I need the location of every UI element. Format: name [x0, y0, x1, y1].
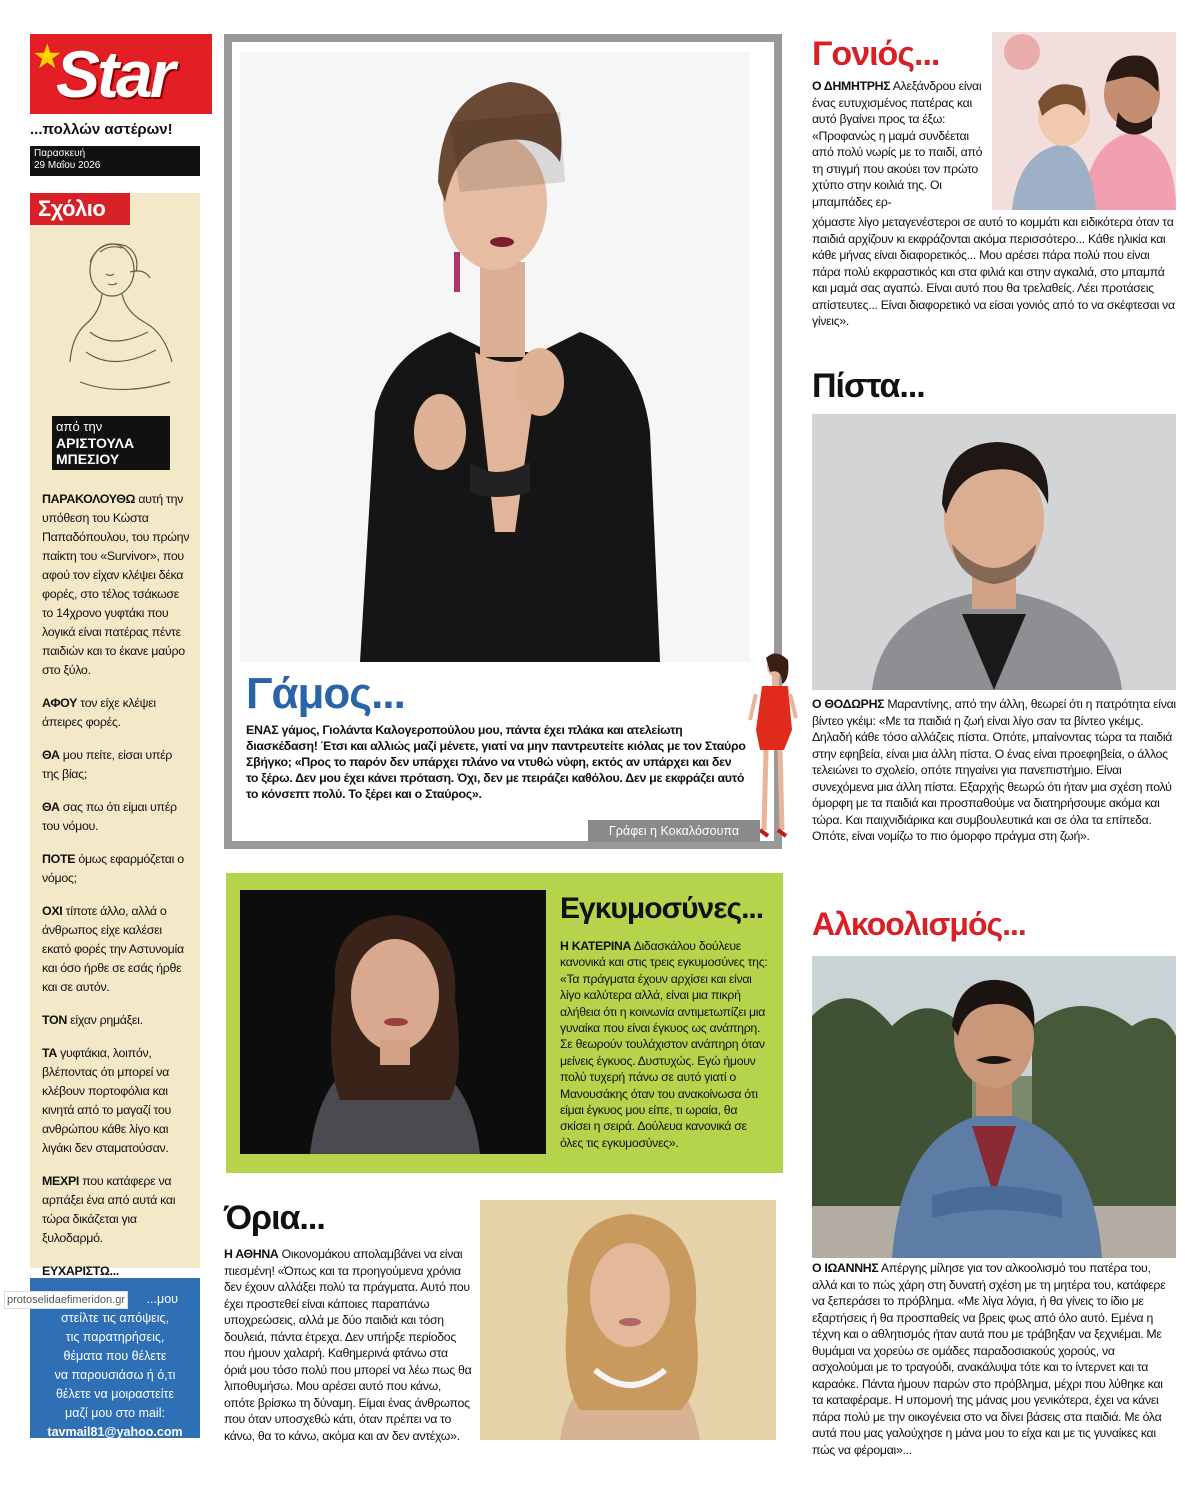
author-byline	[52, 416, 170, 470]
mail-line: στείλτε τις απόψεις,	[60, 1311, 169, 1325]
pista-text: Ο ΘΟΔΩΡΗΣ Μαραντίνης, από την άλλη, θεωρεί ότι η πατρότητα είναι βίντεο γκέιμ: «Με τα παιδιά η ζωή είναι λίγο σαν τα βίντεο γκέιμς. Δηλαδή κάθε τόσο αλλάζεις πίστα. Οπότε, μπαίνοντας τώρα τα παιδιά στην εφηβεία, είναι μια άλλη πίστα. Ο ένας είναι προεφηβεία, ο άλλος τελειώνει το σχολείο, οπότε πηγαίνει για πανεπιστήμιο. Είναι συνεχόμενα μια άλλη πίστα. Εξαρχής θεωρώ ότι ήταν μια σχέση πολύ όμορφη με τα παιδιά και προσπαθούμε να διατηρήσουμε ακόμα και τώρα. Και παιχνιδιάρικα και συμβουλευτικά και σε όλα τα επίπεδα. Οπότε, είναι νομίζω το πιο όμορφο πράγμα στη ζωή».	[812, 697, 1176, 843]
byline-prefix: από την	[56, 419, 103, 434]
mail-line: θέλετε να μοιραστείτε	[55, 1387, 175, 1401]
egkymosynes-title: Εγκυμοσύνες...	[560, 892, 764, 925]
gonios-photo	[992, 32, 1176, 210]
column-paragraph: ΤΟΝ είχαν ρημάξει.	[42, 1013, 143, 1027]
gamos-photo	[240, 52, 750, 662]
gonios-title: Γονιός...	[812, 35, 940, 73]
column-paragraph: ΕΥΧΑΡΙΣΤΩ...	[42, 1264, 119, 1278]
column-paragraph: ΟΧΙ τίποτε άλλο, αλλά ο άνθρωπος είχε καλέσει εκατό φορές την Αστυνομία και όσο ήρθε σε εσάς ήρθε και σε αυτόν.	[42, 904, 184, 994]
pista-photo	[812, 414, 1176, 690]
column-paragraph: ΜΕΧΡΙ που κατάφερε να αρπάξει ένα από αυτά και τώρα δικάζεται για ξυλοδαρμό.	[42, 1174, 176, 1245]
alkoolismos-photo	[812, 956, 1176, 1258]
mail-line: θέματα που θέλετε	[63, 1349, 167, 1363]
gamos-text: ΕΝΑΣ γάμος, Γιολάντα Καλογεροπούλου μου, πάντα έχει πλάκα και ατελείωτη διασκέδαση! Έτσι και αλλιώς μαζί μένετε, γιατί να μην παντρευτείτε κιόλας με τον Σταύρο Σβήγκο; «Προς το παρόν δεν υπάρχει πλάνο να ντυθώ νύφη, εκτός αν υπάρχει και δεν το ξέρω. Δεν μου έχει κάνει πρόταση. Όχι, δεν με πειράζει καθόλου. Δεν με εκφράζει αυτό το κόνσεπτ πολύ. Το ξέρει και ο Σταύρος».	[246, 723, 746, 801]
mail-line: τις παρατηρήσεις,	[65, 1330, 165, 1344]
date: 29 Μαΐου 2026	[34, 160, 101, 171]
logo-text: Star	[56, 37, 173, 111]
mail-address-link[interactable]: tavmail81@yahoo.com	[47, 1425, 183, 1439]
column-label: Σχόλιο	[30, 193, 130, 225]
column-paragraph: ΤΑ γυφτάκια, λοιπόν, βλέποντας ότι μπορεί να κλέβουν πορτοφόλια και κινητά από το μαγαζί του ανθρώπου κάθε λίγο και λιγάκι δεν σταματούσαν.	[42, 1046, 171, 1155]
column-paragraph: ΠΟΤΕ όμως εφαρμόζεται ο νόμος;	[42, 852, 184, 885]
tagline: ...πολλών αστέρων!	[30, 121, 173, 138]
column-paragraph: ΘΑ μου πείτε, είσαι υπέρ της βίας;	[42, 748, 173, 781]
gamos-title: Γάμος...	[246, 669, 405, 718]
column-paragraph: ΑΦΟΥ τον είχε κλέψει άπειρες φορές.	[42, 696, 156, 729]
mail-line: ...μου	[146, 1292, 178, 1306]
watermark: protoselidaefimeridon.gr	[4, 1291, 128, 1309]
author-sketch-image	[60, 232, 190, 417]
alkoolismos-text: Ο ΙΩΑΝΝΗΣ Απέργης μίλησε για τον αλκοολισμό του πατέρα του, αλλά και το πώς χάρη στη δυνατή σχέση με τη μητέρα του, κατάφερε να ξεπεράσει το πρόβλημα. «Με λίγα λόγια, ή θα γίνεις το ίδιο με εξαρτήσεις ή θα προσπαθείς να βρεις φως από όλο αυτό. Εμένα η τέχνη και ο αθλητισμός ήταν αυτά που με τράβηξαν να ξεχνιέμαι. Με θυμάμαι να χορεύω σε ομάδες παραδοσιακούς χορούς, να ασχολούμαι με το τραγούδι, ανακάλυψα τότε και το ίντερνετ και τα καραόκε. Πάντα ήμουν παρών στο πρόβλημα, μέχρι που λύθηκε και τα καταφέραμε. Η υπομονή της μάνας μου γενικότερα, έχει να κάνει πάρα πολύ με την οικογένεια στο να δίνει βάσεις στα παιδιά. Με όλα αυτά που μας γαλούχησε η μάνα μου το είχα και με τις γυναίκες και πώς να φέρομαι»...	[812, 1261, 1166, 1457]
gamos-credit: Γράφει η Κοκαλόσουπα	[588, 820, 760, 842]
oria-title: Όρια...	[224, 1199, 325, 1237]
gonios-text-intro: Ο ΔΗΜΗΤΡΗΣ Αλεξάνδρου είναι ένας ευτυχισμένος πατέρας και αυτό βγαίνει προς τα έξω: «Προφανώς η μαμά συνδέεται από πολύ νωρίς με το παιδί, από τη στιγμή που ακούει τον πρώτο χτύπο στην κοιλιά της. Οι μπαμπάδες ερ-	[812, 79, 983, 209]
mail-line: να παρουσιάσω ή ό,τι	[54, 1368, 176, 1382]
date-box	[30, 146, 200, 176]
oria-photo	[480, 1200, 776, 1440]
column-text	[42, 490, 192, 1295]
star-logo	[30, 34, 212, 114]
star-icon: ★	[32, 38, 63, 76]
author-first-name: ΑΡΙΣΤΟΥΛΑ	[56, 435, 135, 451]
pista-title: Πίστα...	[812, 367, 925, 405]
weekday: Παρασκευή	[34, 148, 86, 159]
gonios-text-continued: χόμαστε λίγο μεταγενέστεροι σε αυτό το κομμάτι και ειδικότερα όταν τα παιδιά αρχίζουν κι εκφράζονται ακόμα περισσότερο... Κάθε ηλικία και κάθε μήνας είναι διαφορετικός... Μου αρέσει πάρα πολύ που είναι πάρα πολύ εκφραστικός και στα φιλιά και στην αγκαλιά, στο μπαμπά και μαμά σας αγαπώ. Είναι αυτό που θα τρελαθείς. Λέει προτάσεις απίστευτες... Είναι διαφορετικό να είσαι γονιός από το να σκέφτεσαι να γίνεις».	[812, 215, 1175, 328]
egkymosynes-photo	[240, 890, 546, 1154]
oria-text: Η ΑΘΗΝΑ Οικονομάκου απολαμβάνει να είναι πιεσμένη! «Όπως και τα προηγούμενα χρόνια δεν έχουν αλλάξει πολύ τα πράγματα. Αυτό που έχει προστεθεί είναι κάποιες παραπάνω υποχρεώσεις, αλλά με δύο παιδιά και τόση δουλειά, πάντα έτρεχα. Δεν υπήρξε περίοδος που ήμουν χαλαρή. Καθημερινά φτάνω στα όριά μου τόσο πολύ που μπορεί να λέω πως θα λιποθυμήσω. Μου αρέσει αυτό που κάνω, οπότε βρίσκω τη δύναμη. Είμαι ένας άνθρωπος που όταν υποσχεθώ κάτι, όταν πρέπει να το κάνω, θα το κάνω, ακόμα και αν δεν αντέχω».	[224, 1247, 472, 1443]
mail-line: μαζί μου στο mail:	[65, 1406, 165, 1420]
author-last-name: ΜΠΕΣΙΟΥ	[56, 451, 120, 467]
column-paragraph: ΘΑ σας πω ότι είμαι υπέρ του νόμου.	[42, 800, 177, 833]
alkoolismos-title: Αλκοολισμός...	[812, 906, 1026, 942]
column-paragraph: ΠΑΡΑΚΟΛΟΥΘΩ αυτή την υπόθεση του Κώστα Παπαδόπουλου, του πρώην παίκτη του «Survivor», που αφού τον είχαν κλέψει δέκα φορές, στο τέλος τσάκωσε το 14χρονο γυφτάκι που λογικά είναι πατέρας πέντε παιδιών και το έκανε μαύρο στο ξύλο.	[42, 492, 190, 677]
egkymosynes-text: Η ΚΑΤΕΡΙΝΑ Διδασκάλου δούλευε κανονικά και στις τρεις εγκυμοσύνες της: «Τα πράγματα έχουν αρχίσει και είναι λίγο καλύτερα αλλά, είναι μια πικρή αλήθεια ότι η κοινωνία αντιμετωπίζει μια γυναίκα που είναι έγκυος ως ανάπηρη. Σε θεωρούν τουλάχιστον ανάπηρη όταν μείνεις έγκυος. Δυστυχώς. Εγώ ήμουν πολύ τυχερή πάνω σε αυτό γιατί ο Μανουσάκης όταν του ανακοίνωσα ότι είμαι έγκυος μου είπε, τι ωραία, θα σκίσει η σειρά. Δούλευα κανονικά σε όλες τις εγκυμοσύνες».	[560, 939, 768, 1150]
pinup-illustration	[748, 650, 798, 845]
